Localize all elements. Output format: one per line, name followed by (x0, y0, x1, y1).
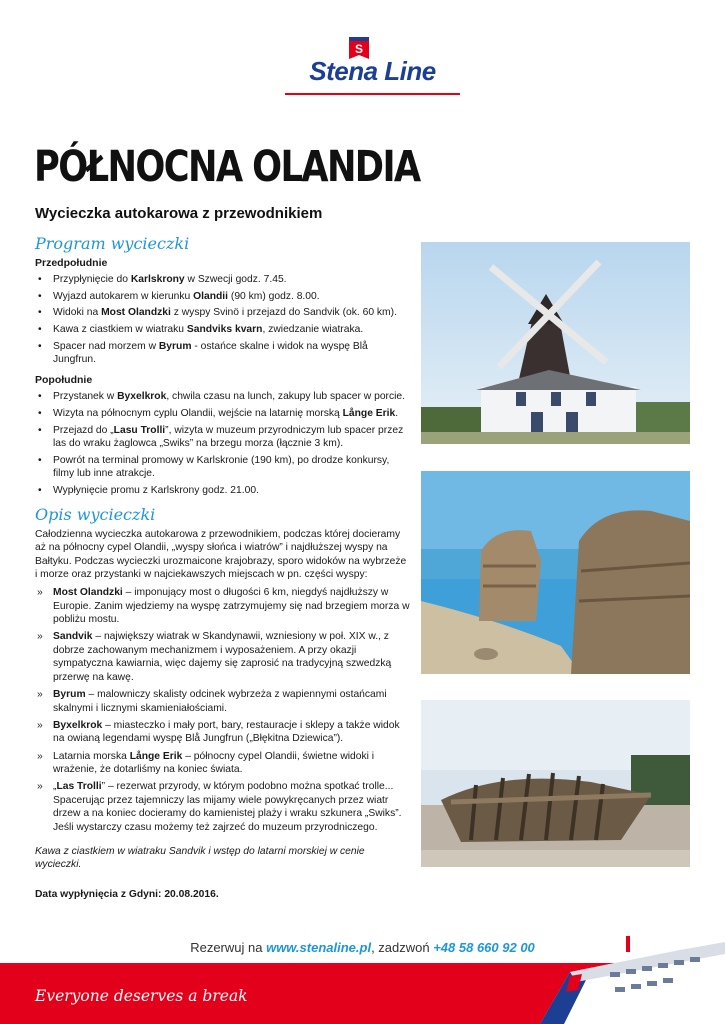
list-item: • Wypłynięcie promu z Karlskrony godz. 21.00. (35, 484, 410, 498)
list-item: • Powrót na terminal promowy w Karlskronie (190 km), po drodze konkursy, filmy lub inne atrakcje. (35, 454, 410, 481)
list-item: • Przypłynięcie do Karlskrony w Szwecji godz. 7.45. (35, 273, 410, 287)
shipwreck-photo (421, 700, 690, 867)
list-item: • Spacer nad morzem w Byrum - ostańce skalne i widok na wyspę Blå Jungfrun. (35, 340, 410, 367)
list-item: » Byrum – malowniczy skalisty odcinek wybrzeża z wapiennymi ostańcami skalnymi i licznymi skamieniałościami. (35, 688, 410, 715)
highlights-list (35, 586, 410, 835)
morning-heading: Przedpołudnie (35, 256, 108, 269)
program-section (35, 234, 410, 501)
list-item: » Most Olandzki – imponujący most o długości 6 km, niegdyś najdłuższy w Europie. Zanim wjedziemy na wyspę zatrzymujemy się nad brzegiem morza w pobliżu mostu. (35, 586, 410, 627)
morning-list (35, 273, 410, 367)
phone-link[interactable]: +48 58 660 92 00 (433, 940, 535, 955)
price-note: Kawa z ciastkiem w wiatraku Sandvik i wstęp do latarni morskiej w cenie wycieczki. (35, 845, 365, 871)
list-item: » Latarnia morska Långe Erik – północny cypel Olandii, świetne widoki i wrażenie, że dotarliśmy na koniec świata. (35, 750, 410, 777)
description-section (35, 505, 410, 901)
description-heading: Opis wycieczki (35, 505, 156, 524)
list-item: » „Las Trolli” – rezerwat przyrody, w którym podobno można spotkać trolle... Spacerując przez tajemniczy las mijamy wiele powykręcanych przez wiatr drzew a na koniec docieramy do kamienistej plaży i wraku szkunera „Swiks”. Jeśli wystarczy czasu możemy też zajrzeć do muzeum przyrodniczego. (35, 780, 410, 834)
ferry-ship-icon (530, 932, 725, 1024)
rock-coast-photo (421, 471, 690, 674)
page-title: PÓŁNOCNA OLANDIA (34, 142, 420, 192)
list-item: • Wizyta na północnym cyplu Olandii, wejście na latarnię morską Långe Erik. (35, 407, 410, 421)
footer-slogan: Everyone deserves a break (35, 987, 248, 1005)
description-intro: Całodzienna wycieczka autokarowa z przewodnikiem, podczas której docieramy aż na północny cypel Olandii, „wyspy słońca i wiatrów” i najdłuższej wyspy na Bałtyku. Podczas wycieczki urozmaicone krajobrazy, sporo widoków na wybrzeże i morze oraz przystanki w najciekawszych miejscach w pn. części wyspy: (35, 528, 407, 581)
list-item: » Byxelkrok – miasteczko i mały port, bary, restauracje i sklepy a także widok na owianą legendami wyspę Blå Jungfrun („Błękitna Dziewica”). (35, 719, 410, 746)
page-subtitle: Wycieczka autokarowa z przewodnikiem (35, 205, 323, 222)
list-item: • Kawa z ciastkiem w wiatraku Sandviks kvarn, zwiedzanie wiatraka. (35, 323, 410, 337)
list-item: • Przystanek w Byxelkrok, chwila czasu na lunch, zakupy lub spacer w porcie. (35, 390, 410, 404)
list-item: » Sandvik – największy wiatrak w Skandynawii, wzniesiony w poł. XIX w., z dobrze zachowanym mechanizmem i wyposażeniem. A przy okazji sympatyczna kawiarnia, więc dajemy się zaprosić na tradycyjną szwedzką przerwę na kawę. (35, 630, 410, 684)
list-item: • Widoki na Most Olandzki z wyspy Svinö i przejazd do Sandvik (ok. 60 km). (35, 306, 410, 320)
list-item: • Przejazd do „Lasu Trolli”, wizyta w muzeum przyrodniczym lub spacer przez las do wraku żaglowca „Swiks” na brzegu morza (łącznie 3 km). (35, 424, 410, 451)
logo-underline (285, 93, 460, 95)
afternoon-heading: Popołudnie (35, 373, 93, 386)
contact-prefix: Rezerwuj na (190, 940, 267, 955)
svg-text:S: S (354, 42, 364, 56)
departure-date: Data wypłynięcia z Gdyni: 20.08.2016. (35, 888, 219, 900)
afternoon-list (35, 390, 410, 497)
brand-name: Stena Line (309, 56, 436, 86)
list-item: • Wyjazd autokarem w kierunku Olandii (90 km) godz. 8.00. (35, 290, 410, 304)
windmill-photo (421, 242, 690, 444)
program-heading: Program wycieczki (35, 234, 190, 253)
stena-line-logo (285, 34, 460, 96)
website-link[interactable]: www.stenaline.pl (266, 940, 372, 955)
contact-middle: , zadzwoń (371, 940, 434, 955)
